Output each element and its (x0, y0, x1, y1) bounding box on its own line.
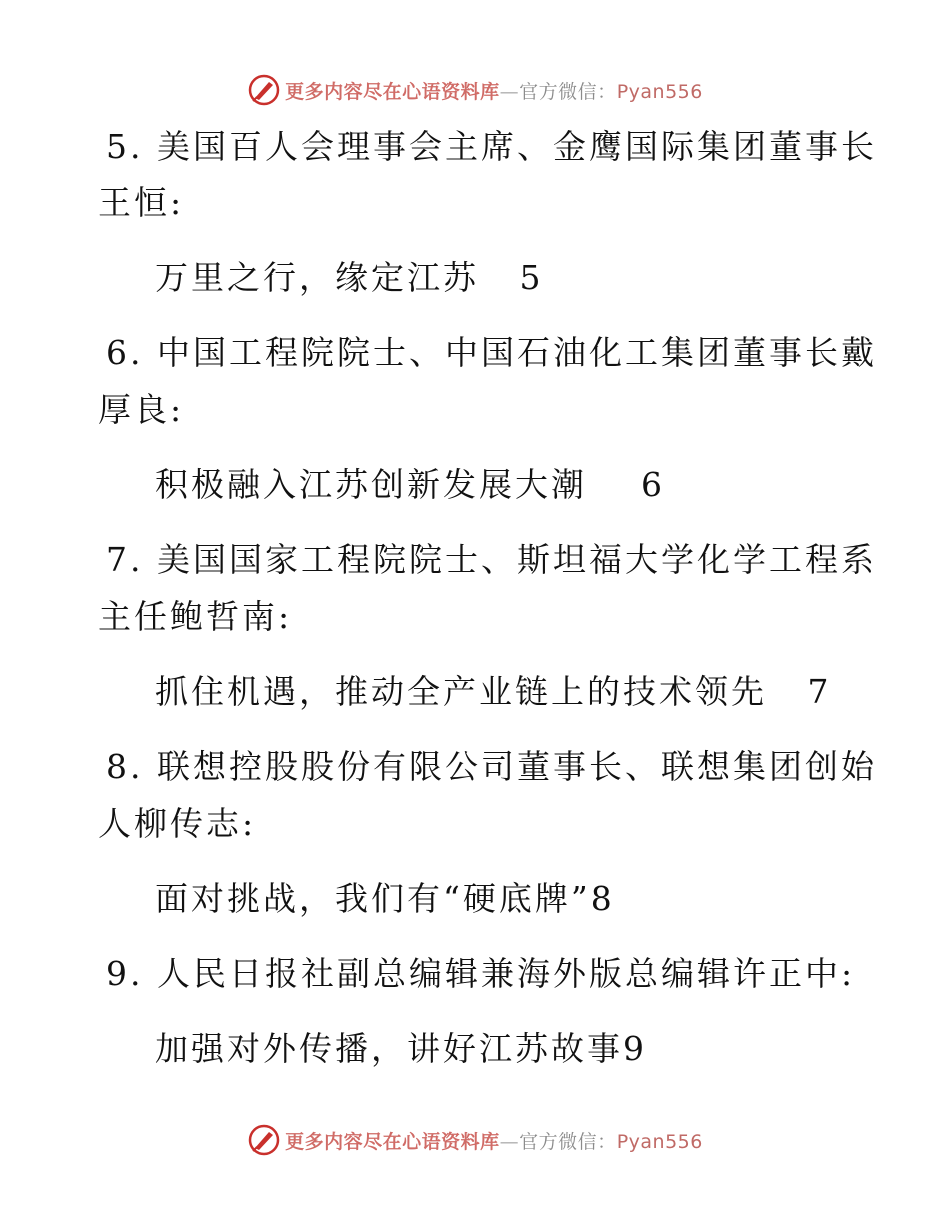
toc-heading-6-line1: 6. 中国工程院院士、中国石油化工集团董事长戴 (106, 333, 877, 372)
toc-entry-5 (155, 258, 543, 298)
watermark-brand: 更多内容尽在心语资料库 (285, 1130, 500, 1153)
toc-entry-9-page: 9 (623, 1029, 647, 1068)
toc-entry-5-page: 5 (519, 258, 544, 297)
toc-entry-6-title: 积极融入江苏创新发展大潮 (155, 465, 587, 504)
toc-entry-6 (155, 465, 665, 505)
toc-entry-5-title: 万里之行，缘定江苏 (155, 258, 479, 297)
quill-logo-icon (247, 73, 281, 107)
toc-entry-7-title: 抓住机遇，推动全产业链上的技术领先 (155, 672, 767, 711)
toc-entry-8 (155, 879, 615, 919)
watermark-brand: 更多内容尽在心语资料库 (285, 80, 500, 103)
toc-entry-9 (155, 1029, 647, 1069)
toc-heading-5-line2: 王恒: (98, 183, 185, 222)
toc-entry-7 (155, 672, 831, 712)
toc-heading-8-line2: 人柳传志: (98, 804, 257, 843)
quill-logo-icon (247, 1123, 281, 1157)
toc-heading-9-line1: 9. 人民日报社副总编辑兼海外版总编辑许正中: (106, 954, 856, 993)
toc-heading-6-line2: 厚良: (98, 390, 185, 429)
watermark-wechat-id: Pyan556 (616, 80, 703, 103)
toc-entry-7-page: 7 (807, 672, 832, 711)
toc-heading-7-line2: 主任鲍哲南: (98, 597, 293, 636)
toc-entry-8-title: 面对挑战，我们有“硬底牌” (155, 879, 591, 918)
toc-entry-8-page: 8 (590, 879, 615, 918)
watermark-wechat-label: 官方微信： (519, 80, 617, 103)
toc-entry-6-page: 6 (640, 465, 665, 504)
watermark-wechat-label: 官方微信： (519, 1130, 617, 1153)
watermark-wechat-id: Pyan556 (616, 1130, 703, 1153)
watermark-text (285, 77, 703, 104)
header-watermark (0, 70, 950, 110)
watermark-dash: — (499, 80, 520, 103)
watermark-dash: — (499, 1130, 520, 1153)
footer-watermark (0, 1120, 950, 1160)
toc-heading-7-line1: 7. 美国国家工程院院士、斯坦福大学化学工程系 (106, 540, 877, 579)
toc-heading-5-line1: 5. 美国百人会理事会主席、金鹰国际集团董事长 (106, 127, 877, 166)
watermark-text (285, 1127, 703, 1154)
toc-entry-9-title: 加强对外传播，讲好江苏故事 (155, 1029, 623, 1068)
toc-heading-8-line1: 8. 联想控股股份有限公司董事长、联想集团创始 (106, 747, 877, 786)
